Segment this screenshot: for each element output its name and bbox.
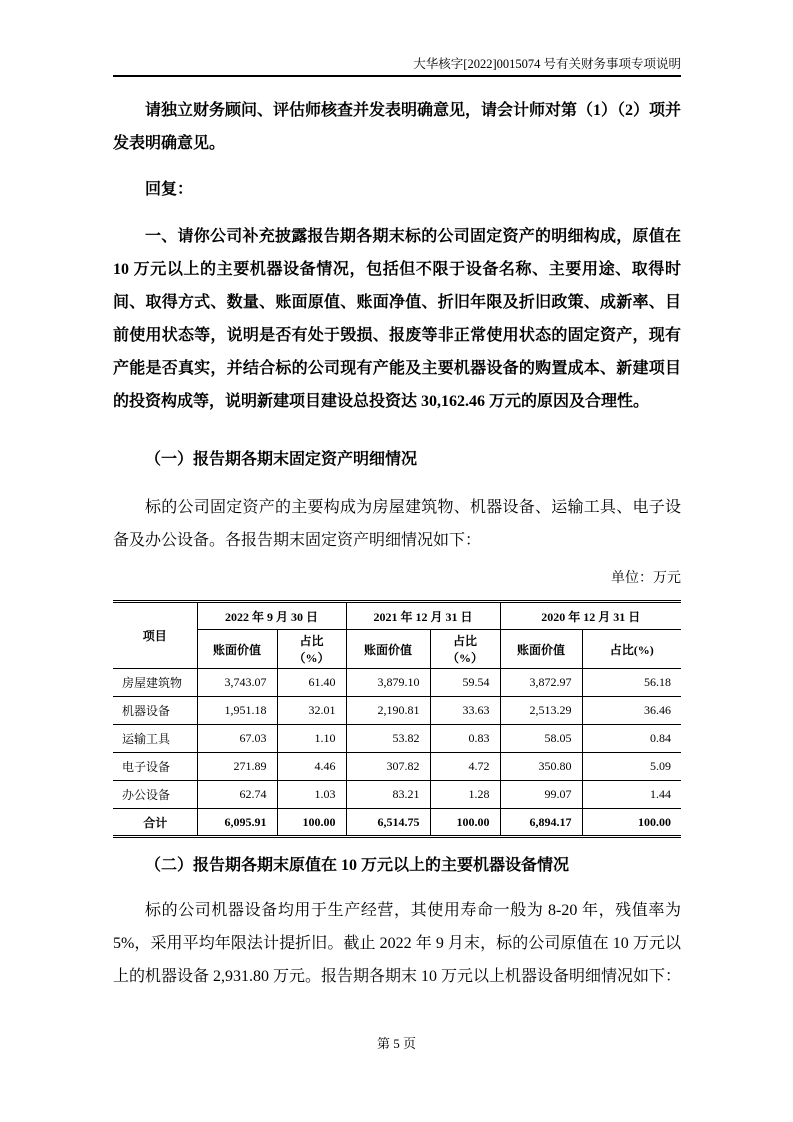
reply-label: 回复： [145,181,194,198]
paragraph-assets-intro: 标的公司固定资产的主要构成为房屋建筑物、机器设备、运输工具、电子设备及办公设备。各报告期末固定资产明细情况如下： [113,499,681,549]
cell-value: 58.05 [500,725,582,753]
cell-value: 4.46 [277,753,346,781]
total-value: 6,894.17 [500,809,582,837]
row-label: 办公设备 [113,781,197,809]
col-header-ratio: 占比 （%） [277,630,346,669]
cell-value: 3,872.97 [500,669,582,697]
cell-value: 62.74 [197,781,277,809]
cell-value: 3,743.07 [197,669,277,697]
cell-value: 59.54 [430,669,500,697]
cell-value: 33.63 [430,697,500,725]
table-header-row-metrics [113,630,681,669]
total-label: 合计 [113,809,197,837]
cell-value: 271.89 [197,753,277,781]
cell-value: 67.03 [197,725,277,753]
paragraph-machines-detail: 标的公司机器设备均用于生产经营，其使用寿命一般为 8-20 年，残值率为 5%，采用平均年限法计提折旧。截止 2022 年 9 月末，标的公司原值在 10 万元以上的机器设备 2,931.80 万元。报告期各期末 10 万元以上机器设备明细情况如下： [113,902,682,985]
col-header-book-value: 账面价值 [197,630,277,669]
cell-value: 1.44 [582,781,681,809]
paragraph-inquiry: 一、请你公司补充披露报告期各期末标的公司固定资产的明细构成，原值在 10 万元以上的主要机器设备情况，包括但不限于设备名称、主要用途、取得时间、取得方式、数量、账面原值、账面净值、折旧年限及折旧政策、成新率、目前使用状态等，说明是否有处于毁损、报废等非正常使用状态的固定资产，现有产能是否真实，并结合标的公司现有产能及主要机器设备的购置成本、新建项目的投资构成等，说明新建项目建设总投资达 30,162.46 万元的原因及合理性。 [113,228,681,410]
cell-value: 2,513.29 [500,697,582,725]
row-label: 运输工具 [113,725,197,753]
fixed-assets-table [113,600,681,838]
table-header-row-periods [113,602,681,630]
row-label: 房屋建筑物 [113,669,197,697]
col-header-period-2022: 2022 年 9 月 30 日 [197,602,346,630]
cell-value: 32.01 [277,697,346,725]
cell-value: 0.84 [582,725,681,753]
header-divider [113,75,681,77]
unit-label: 单位：万元 [611,571,681,586]
col-header-book-value: 账面价值 [346,630,430,669]
cell-value: 1.03 [277,781,346,809]
col-header-period-2020: 2020 年 12 月 31 日 [500,602,681,630]
cell-value: 1,951.18 [197,697,277,725]
cell-value: 2,190.81 [346,697,430,725]
col-header-ratio: 占比(%) [582,630,681,669]
page-header [113,0,681,72]
total-value: 100.00 [582,809,681,837]
total-value: 100.00 [430,809,500,837]
cell-value: 99.07 [500,781,582,809]
table-row [113,725,681,753]
cell-value: 5.09 [582,753,681,781]
table-row [113,753,681,781]
page-number: 第 5 页 [376,1036,416,1051]
cell-value: 1.28 [430,781,500,809]
total-value: 6,514.75 [346,809,430,837]
total-value: 6,095.91 [197,809,277,837]
col-header-item: 项目 [113,602,197,669]
doc-reference: 大华核字[2022]0015074 号有关财务事项专项说明 [413,57,681,71]
cell-value: 3,879.10 [346,669,430,697]
cell-value: 61.40 [277,669,346,697]
cell-value: 53.82 [346,725,430,753]
cell-value: 4.72 [430,753,500,781]
table-row [113,781,681,809]
table-total-row [113,809,681,837]
cell-value: 56.18 [582,669,681,697]
table-row [113,697,681,725]
col-header-period-2021: 2021 年 12 月 31 日 [346,602,500,630]
total-value: 100.00 [277,809,346,837]
cell-value: 307.82 [346,753,430,781]
paragraph-review-request: 请独立财务顾问、评估师核查并发表明确意见，请会计师对第（1）（2）项并发表明确意见。 [113,102,682,152]
cell-value: 36.46 [582,697,681,725]
table-row [113,669,681,697]
cell-value: 0.83 [430,725,500,753]
section-heading-2: （二）报告期各期末原值在 10 万元以上的主要机器设备情况 [145,857,570,874]
cell-value: 1.10 [277,725,346,753]
row-label: 电子设备 [113,753,197,781]
cell-value: 83.21 [346,781,430,809]
col-header-book-value: 账面价值 [500,630,582,669]
cell-value: 350.80 [500,753,582,781]
section-heading-1: （一）报告期各期末固定资产明细情况 [145,451,418,468]
col-header-ratio: 占比 （%） [430,630,500,669]
row-label: 机器设备 [113,697,197,725]
page-footer [0,1033,793,1052]
